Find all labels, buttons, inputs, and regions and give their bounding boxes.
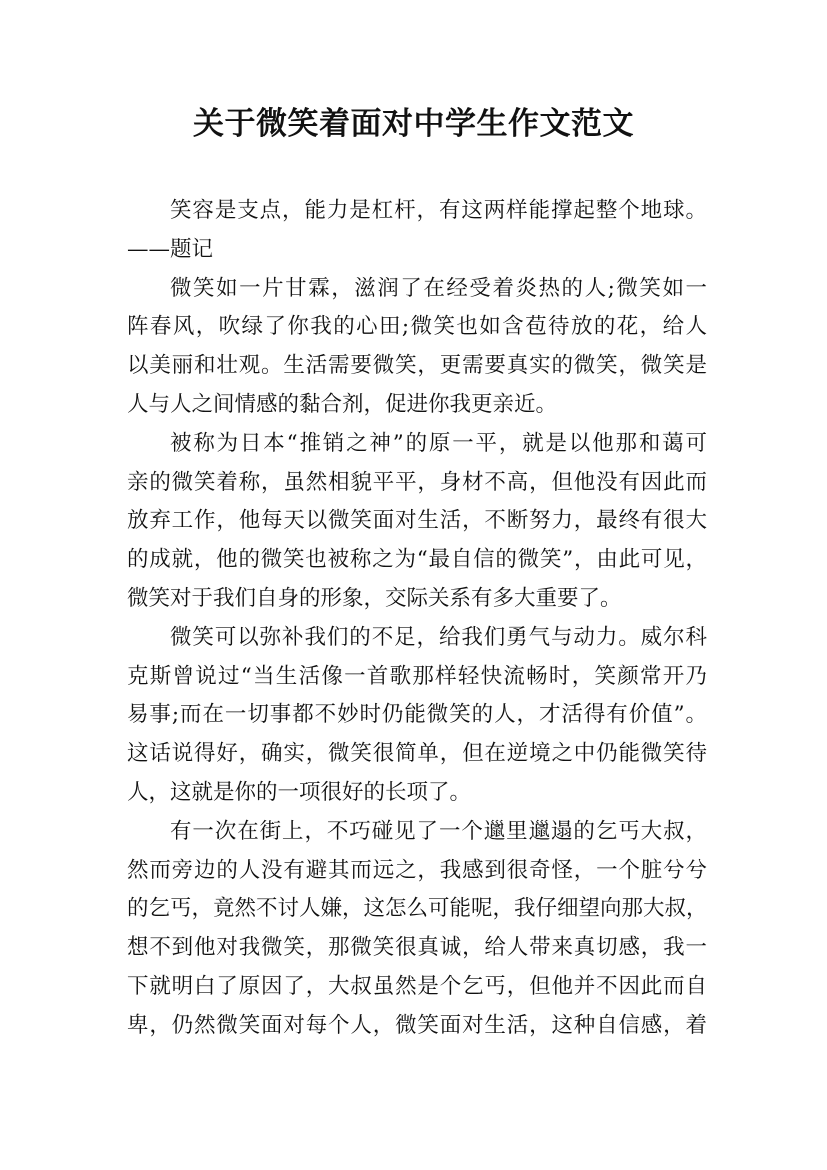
text-line: 卑，仍然微笑面对每个人，微笑面对生活，这种自信感，着 — [127, 1012, 707, 1038]
text-line: 有一次在街上，不巧碰见了一个邋里邋遢的乞丐大叔， — [170, 818, 707, 844]
text-line: 笑容是支点，能力是杠杆，有这两样能撑起整个地球。 — [170, 198, 707, 223]
text-line: 阵春风，吹绿了你我的心田;微笑也如含苞待放的花，给人 — [127, 314, 707, 340]
text-line: 微笑如一片甘霖，滋润了在经受着炎热的人;微笑如一 — [170, 275, 707, 301]
text-line: 以美丽和壮观。生活需要微笑，更需要真实的微笑，微笑是 — [127, 353, 707, 379]
text-line: 人与人之间情感的黏合剂，促进你我更亲近。 — [127, 391, 558, 417]
text-line: 想不到他对我微笑，那微笑很真诚，给人带来真切感，我一 — [127, 935, 707, 961]
text-line: 下就明白了原因了，大叔虽然是个乞丐，但他并不因此而自 — [127, 973, 707, 999]
text-line: 人，这就是你的一项很好的长项了。 — [127, 779, 472, 805]
text-line: 克斯曾说过“当生活像一首歌那样轻快流畅时，笑颜常开乃 — [127, 663, 707, 689]
document-title: 关于微笑着面对中学生作文范文 — [193, 106, 634, 142]
text-line: 然而旁边的人没有避其而远之，我感到很奇怪，一个脏兮兮 — [127, 857, 707, 883]
text-line: 被称为日本“推销之神”的原一平，就是以他那和蔼可 — [170, 430, 707, 456]
text-line: ——题记 — [127, 236, 214, 262]
text-line: 微笑可以弥补我们的不足，给我们勇气与动力。威尔科 — [170, 624, 707, 650]
document-body — [127, 192, 707, 1046]
text-line: 的乞丐，竟然不讨人嫌，这怎么可能呢，我仔细望向那大叔， — [127, 896, 708, 922]
text-line: 亲的微笑着称，虽然相貌平平，身材不高，但他没有因此而 — [127, 469, 707, 495]
text-line: 放弃工作，他每天以微笑面对生活，不断努力，最终有很大 — [127, 508, 707, 534]
text-line: 微笑对于我们自身的形象，交际关系有多大重要了。 — [127, 585, 622, 611]
text-line: 这话说得好，确实，微笑很简单，但在逆境之中仍能微笑待 — [127, 741, 707, 767]
text-line: 的成就，他的微笑也被称之为“最自信的微笑”，由此可见， — [127, 547, 707, 573]
text-line: 易事;而在一切事都不妙时仍能微笑的人，才活得有价值”。 — [127, 702, 707, 728]
